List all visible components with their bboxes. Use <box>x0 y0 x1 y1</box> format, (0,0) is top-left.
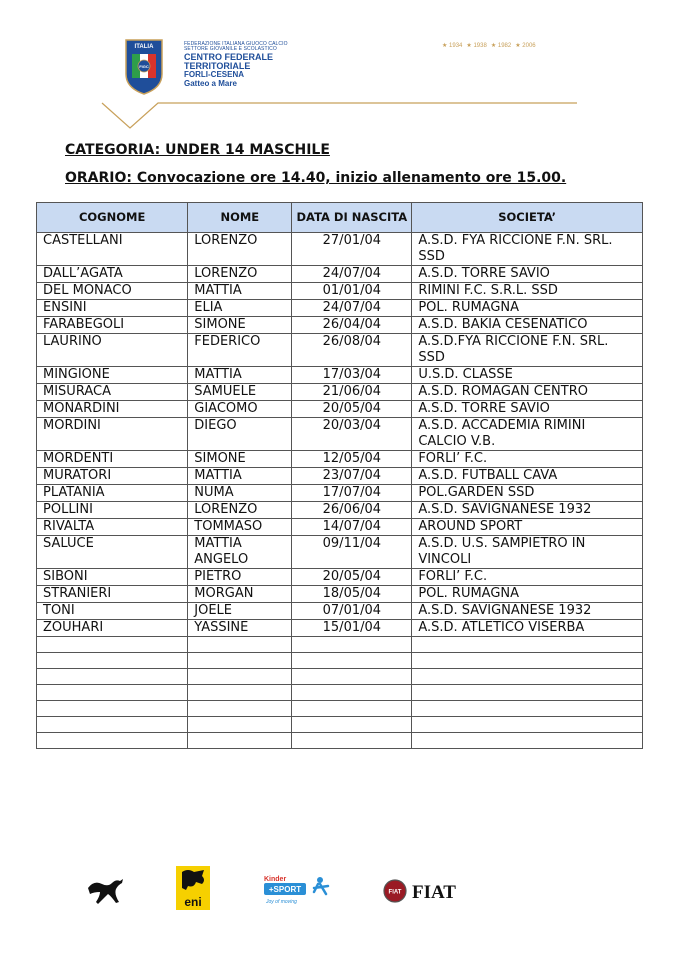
cell-societa <box>412 717 643 733</box>
cell-data-di-nascita: 26/04/04 <box>292 317 412 334</box>
table-row <box>37 637 643 653</box>
cell-cognome: MURATORI <box>37 468 188 485</box>
cell-nome: TOMMASO <box>188 519 292 536</box>
table-row <box>37 485 643 502</box>
table-row <box>37 701 643 717</box>
table-row <box>37 334 643 367</box>
table-row <box>37 266 643 283</box>
cell-cognome <box>37 701 188 717</box>
cell-data-di-nascita <box>292 685 412 701</box>
crest-label: ITALIA <box>134 44 154 50</box>
cell-cognome <box>37 653 188 669</box>
cell-societa: A.S.D. ACCADEMIA RIMINI CALCIO V.B. <box>412 418 643 451</box>
sport-text: +SPORT <box>268 885 302 894</box>
schedule-heading: ORARIO: Convocazione ore 14.40, inizio allenamento ore 15.00. <box>65 170 567 186</box>
table-row <box>37 519 643 536</box>
header-cognome: COGNOME <box>37 203 188 233</box>
fiat-badge-text: FIAT <box>388 889 402 896</box>
cell-cognome: PLATANIA <box>37 485 188 502</box>
cell-societa <box>412 701 643 717</box>
cell-data-di-nascita: 27/01/04 <box>292 233 412 266</box>
table-row <box>37 536 643 569</box>
table-row <box>37 669 643 685</box>
cell-nome <box>188 669 292 685</box>
place-name: Gatteo a Mare <box>184 78 237 88</box>
table-row <box>37 300 643 317</box>
cell-nome <box>188 733 292 749</box>
cell-nome: LORENZO <box>188 502 292 519</box>
table-row <box>37 653 643 669</box>
fiat-logo <box>382 878 456 904</box>
federation-line-1: FEDERAZIONE ITALIANA GIUOCO CALCIO <box>184 41 288 47</box>
cell-nome: MATTIA <box>188 283 292 300</box>
cell-societa: FORLI’ F.C. <box>412 569 643 586</box>
cell-nome: NUMA <box>188 485 292 502</box>
cell-societa: A.S.D. TORRE SAVIO <box>412 401 643 418</box>
cell-societa: A.S.D. ROMAGAN CENTRO <box>412 384 643 401</box>
cell-nome: ELIA <box>188 300 292 317</box>
cell-nome: LORENZO <box>188 266 292 283</box>
cell-cognome: POLLINI <box>37 502 188 519</box>
cell-data-di-nascita: 17/03/04 <box>292 367 412 384</box>
cell-cognome <box>37 733 188 749</box>
cell-nome: YASSINE <box>188 620 292 637</box>
cell-societa: A.S.D. BAKIA CESENATICO <box>412 317 643 334</box>
figc-crest-logo <box>124 38 164 96</box>
cell-data-di-nascita <box>292 701 412 717</box>
cell-societa <box>412 637 643 653</box>
cell-data-di-nascita: 18/05/04 <box>292 586 412 603</box>
table-row <box>37 367 643 384</box>
cell-data-di-nascita: 26/08/04 <box>292 334 412 367</box>
cell-data-di-nascita: 20/03/04 <box>292 418 412 451</box>
category-heading: CATEGORIA: UNDER 14 MASCHILE <box>65 142 330 158</box>
cell-cognome <box>37 669 188 685</box>
star-year: ★ 1934 <box>442 43 463 49</box>
cell-cognome: DALL’AGATA <box>37 266 188 283</box>
table-row <box>37 468 643 485</box>
cell-data-di-nascita: 20/05/04 <box>292 569 412 586</box>
table-row <box>37 586 643 603</box>
cell-data-di-nascita: 09/11/04 <box>292 536 412 569</box>
table-row <box>37 418 643 451</box>
cell-cognome: SIBONI <box>37 569 188 586</box>
centro-line-1: CENTRO FEDERALE <box>184 51 274 62</box>
crest-sub: FIGC <box>139 64 149 69</box>
cell-nome: SAMUELE <box>188 384 292 401</box>
table-row <box>37 401 643 418</box>
cell-societa: A.S.D. TORRE SAVIO <box>412 266 643 283</box>
cell-societa <box>412 733 643 749</box>
star-year: ★ 2006 <box>515 43 536 49</box>
cell-data-di-nascita: 20/05/04 <box>292 401 412 418</box>
joy-of-moving-text: Joy of moving <box>266 899 297 905</box>
cell-societa: A.S.D. SAVIGNANESE 1932 <box>412 603 643 620</box>
cell-cognome: LAURINO <box>37 334 188 367</box>
cell-cognome: DEL MONACO <box>37 283 188 300</box>
cell-cognome: TONI <box>37 603 188 620</box>
cell-societa: A.S.D. ATLETICO VISERBA <box>412 620 643 637</box>
cell-nome: MORGAN <box>188 586 292 603</box>
cell-cognome: STRANIERI <box>37 586 188 603</box>
cell-nome: FEDERICO <box>188 334 292 367</box>
cell-data-di-nascita: 01/01/04 <box>292 283 412 300</box>
federation-line-2: SETTORE GIOVANILE E SCOLASTICO <box>184 46 277 53</box>
cell-data-di-nascita <box>292 733 412 749</box>
cell-data-di-nascita <box>292 669 412 685</box>
cell-nome: LORENZO <box>188 233 292 266</box>
table-row <box>37 317 643 334</box>
cell-nome: DIEGO <box>188 418 292 451</box>
world-cup-stars <box>442 42 536 49</box>
cell-cognome <box>37 637 188 653</box>
cell-nome: MATTIA <box>188 468 292 485</box>
cell-nome <box>188 685 292 701</box>
table-row <box>37 603 643 620</box>
cell-data-di-nascita: 14/07/04 <box>292 519 412 536</box>
cell-nome <box>188 701 292 717</box>
table-header-row <box>37 203 643 233</box>
cell-cognome: FARABEGOLI <box>37 317 188 334</box>
cell-data-di-nascita <box>292 637 412 653</box>
cell-societa: POL.GARDEN SSD <box>412 485 643 502</box>
cell-cognome: ENSINI <box>37 300 188 317</box>
cell-cognome: MONARDINI <box>37 401 188 418</box>
table-row <box>37 502 643 519</box>
cell-societa: A.S.D. FYA RICCIONE F.N. SRL. SSD <box>412 233 643 266</box>
cell-data-di-nascita: 24/07/04 <box>292 266 412 283</box>
cell-nome <box>188 653 292 669</box>
centro-line-2: TERRITORIALE <box>184 60 251 71</box>
roster-body <box>37 233 643 749</box>
city-name: FORLI-CESENA <box>184 70 244 80</box>
cell-data-di-nascita <box>292 653 412 669</box>
cell-cognome <box>37 717 188 733</box>
cell-societa: A.S.D. SAVIGNANESE 1932 <box>412 502 643 519</box>
cell-cognome: CASTELLANI <box>37 233 188 266</box>
cell-societa: POL. RUMAGNA <box>412 586 643 603</box>
cell-nome: PIETRO <box>188 569 292 586</box>
cell-cognome: SALUCE <box>37 536 188 569</box>
cell-societa: AROUND SPORT <box>412 519 643 536</box>
puma-logo <box>86 874 126 906</box>
cell-cognome: MORDINI <box>37 418 188 451</box>
header-divider-line <box>102 100 577 130</box>
cell-nome: SIMONE <box>188 317 292 334</box>
cell-nome: JOELE <box>188 603 292 620</box>
fiat-text: FIAT <box>412 882 456 903</box>
cell-societa: A.S.D.FYA RICCIONE F.N. SRL. SSD <box>412 334 643 367</box>
table-row <box>37 685 643 701</box>
cell-data-di-nascita: 26/06/04 <box>292 502 412 519</box>
table-row <box>37 384 643 401</box>
kinder-text: Kinder <box>264 876 287 883</box>
cell-nome <box>188 717 292 733</box>
table-row <box>37 233 643 266</box>
eni-logo <box>176 866 210 910</box>
table-row <box>37 733 643 749</box>
cell-societa <box>412 685 643 701</box>
table-row <box>37 717 643 733</box>
cell-societa: A.S.D. U.S. SAMPIETRO IN VINCOLI <box>412 536 643 569</box>
header-nome: NOME <box>188 203 292 233</box>
cell-data-di-nascita: 15/01/04 <box>292 620 412 637</box>
table-row <box>37 569 643 586</box>
cell-nome <box>188 637 292 653</box>
cell-cognome: MORDENTI <box>37 451 188 468</box>
cell-societa: FORLI’ F.C. <box>412 451 643 468</box>
cell-cognome: RIVALTA <box>37 519 188 536</box>
cell-societa: U.S.D. CLASSE <box>412 367 643 384</box>
cell-nome: SIMONE <box>188 451 292 468</box>
cell-data-di-nascita: 12/05/04 <box>292 451 412 468</box>
cell-cognome: MISURACA <box>37 384 188 401</box>
cell-nome: GIACOMO <box>188 401 292 418</box>
cell-data-di-nascita: 21/06/04 <box>292 384 412 401</box>
header-societa: SOCIETA’ <box>412 203 643 233</box>
cell-data-di-nascita: 24/07/04 <box>292 300 412 317</box>
cell-societa: RIMINI F.C. S.R.L. SSD <box>412 283 643 300</box>
cell-cognome <box>37 685 188 701</box>
cell-nome: MATTIA ANGELO <box>188 536 292 569</box>
cell-societa: A.S.D. FUTBALL CAVA <box>412 468 643 485</box>
cell-nome: MATTIA <box>188 367 292 384</box>
star-year: ★ 1938 <box>466 43 487 49</box>
cell-data-di-nascita: 07/01/04 <box>292 603 412 620</box>
cell-data-di-nascita: 17/07/04 <box>292 485 412 502</box>
star-year: ★ 1982 <box>490 43 512 49</box>
header-data-di-nascita: DATA DI NASCITA <box>292 203 412 233</box>
kinder-sport-logo <box>262 872 334 908</box>
cell-societa <box>412 653 643 669</box>
eni-text: eni <box>184 895 202 909</box>
federation-text <box>184 42 288 88</box>
table-row <box>37 620 643 637</box>
cell-societa <box>412 669 643 685</box>
roster-table <box>36 202 643 749</box>
cell-cognome: MINGIONE <box>37 367 188 384</box>
table-row <box>37 283 643 300</box>
cell-data-di-nascita: 23/07/04 <box>292 468 412 485</box>
cell-societa: POL. RUMAGNA <box>412 300 643 317</box>
cell-data-di-nascita <box>292 717 412 733</box>
table-row <box>37 451 643 468</box>
cell-cognome: ZOUHARI <box>37 620 188 637</box>
